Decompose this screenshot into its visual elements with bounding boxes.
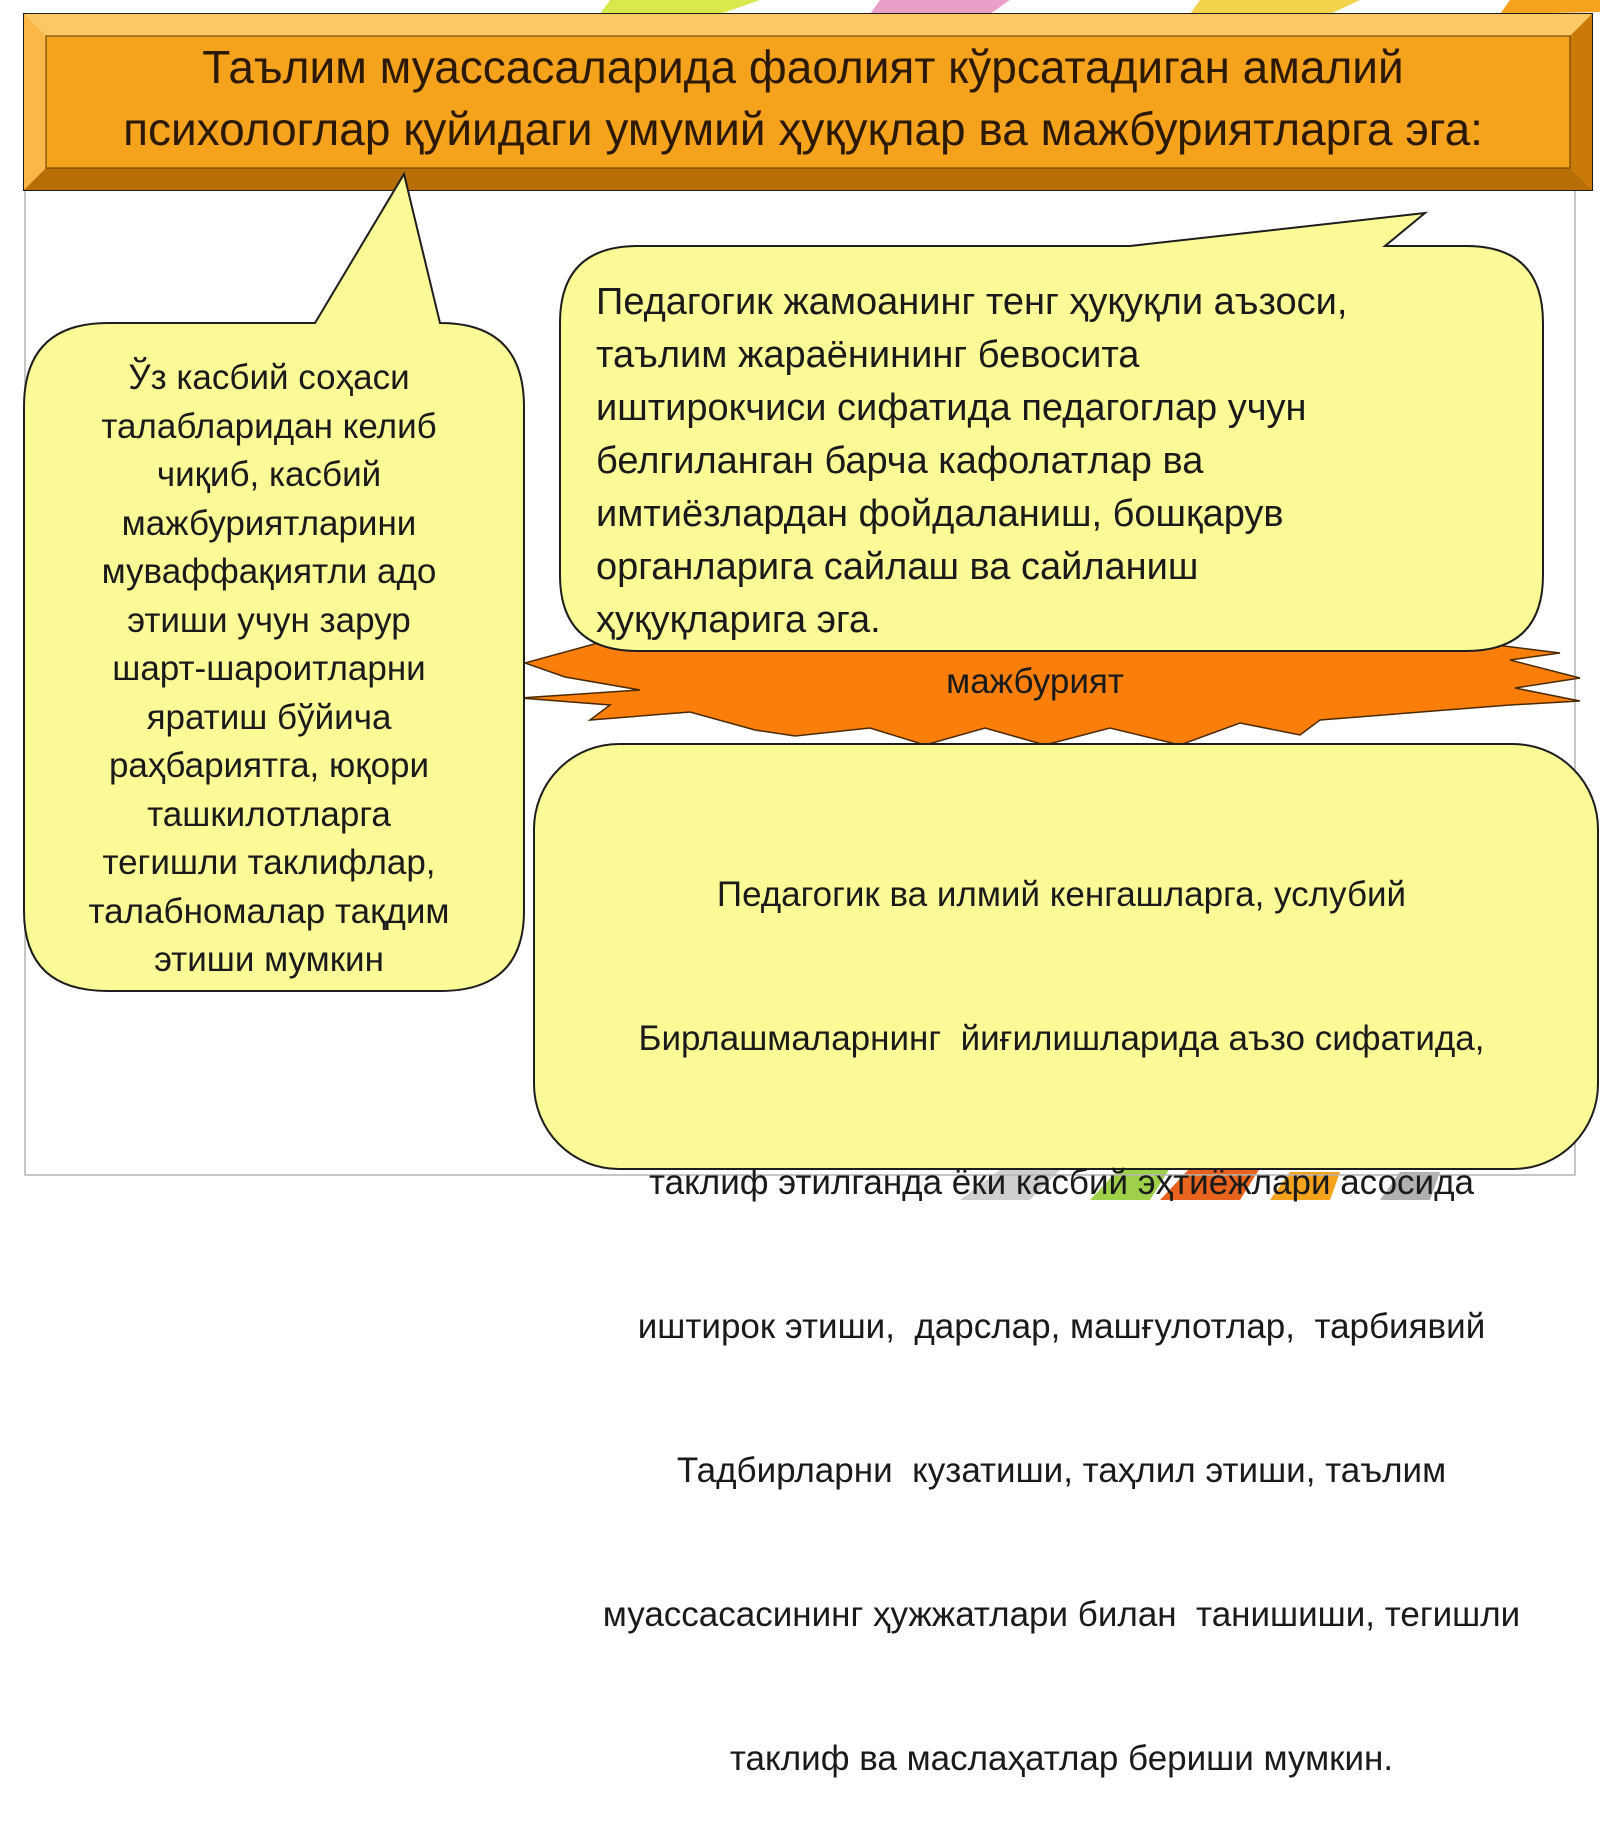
text-line: иштирокчиси сифатида педагоглар учун xyxy=(596,387,1307,429)
text-line: иштирок этиши, дарслар, машғулотлар, тарбиявий xyxy=(637,1307,1486,1346)
text-line: яратиш бўйича xyxy=(146,697,392,737)
text-line: муваффақиятли адо xyxy=(101,552,437,591)
decorative-stripes-top xyxy=(600,0,1600,14)
text-line: таклиф ва маслаҳатлар бериши мумкин. xyxy=(729,1739,1394,1778)
text-line: этиши мумкин xyxy=(154,940,384,979)
text-line: шарт-шароитларни xyxy=(112,649,426,688)
text-line: таълим жараёнининг бевосита xyxy=(596,334,1140,376)
text-line: Тадбирларни кузатиши, таҳлил этиши, таълим xyxy=(676,1451,1447,1490)
text-line: Бирлашмаларнинг йиғилишларида аъзо сифатида, xyxy=(638,1019,1485,1058)
page-title xyxy=(18,36,1588,160)
right-bottom-callout-text xyxy=(534,775,1589,1831)
text-line: муассасасининг ҳужжатлари билан танишиши, тегишли xyxy=(602,1595,1521,1634)
text-line: талабларидан келиб xyxy=(101,406,437,446)
right-top-callout-text xyxy=(596,276,1496,647)
text-line: ҳуқуқларига эга. xyxy=(596,599,881,641)
text-line: чиқиб, касбий xyxy=(156,455,382,494)
text-line: имтиёзлардан фойдаланиш, бошқарув xyxy=(596,493,1284,535)
text-line: этиши учун зарур xyxy=(127,600,411,640)
title-line-2: психологлар қуйидаги умумий ҳуқуқлар ва мажбуриятларга эга: xyxy=(123,103,1483,155)
text-line: таклиф этилганда ёки касбий эҳтиёжлари асосида xyxy=(649,1163,1474,1202)
burst-label: мажбурият xyxy=(946,662,1124,701)
text-line: Педагогик жамоанинг тенг ҳуқуқли аъзоси, xyxy=(596,281,1348,323)
text-line: раҳбариятга, юқори xyxy=(108,746,430,785)
text-line: талабномалар тақдим xyxy=(88,891,450,931)
text-line: Педагогик ва илмий кенгашларга, услубий xyxy=(716,875,1407,914)
title-line-1: Таълим муассасаларида фаолият кўрсатадиган амалий xyxy=(202,41,1404,93)
text-line: Ўз касбий соҳаси xyxy=(128,358,410,397)
text-line: ташкилотларга xyxy=(147,794,391,834)
text-line: мажбуриятларини xyxy=(121,503,417,543)
text-line: органларига сайлаш ва сайланиш xyxy=(596,546,1199,588)
text-line: тегишли таклифлар, xyxy=(102,843,436,882)
left-callout-text xyxy=(50,354,488,985)
text-line: белгиланган барча кафолатлар ва xyxy=(596,440,1204,482)
